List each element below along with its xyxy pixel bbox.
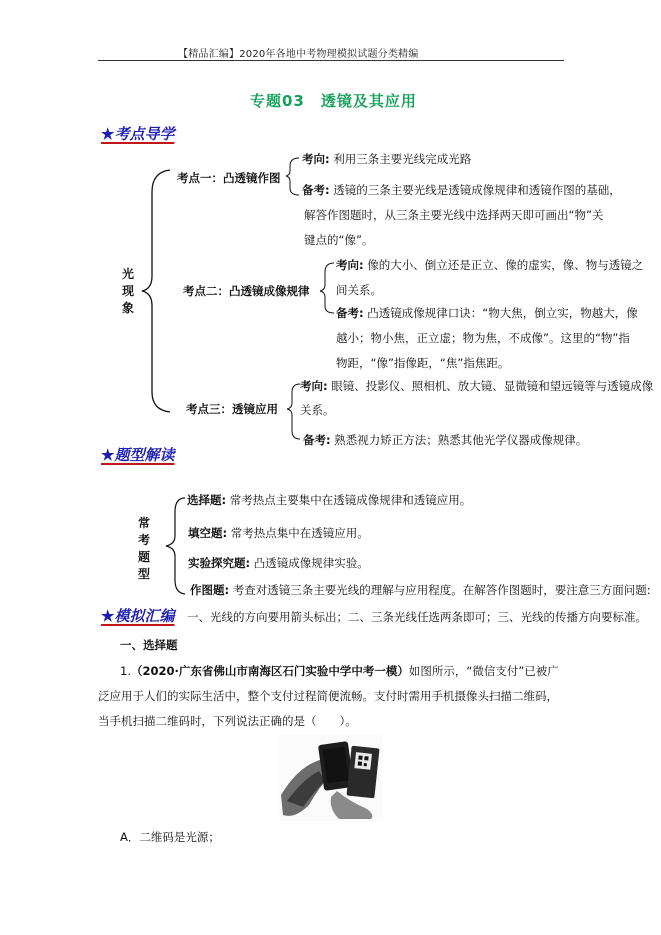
- header-divider: [98, 60, 564, 61]
- point2-direction-line2: 间关系。: [336, 283, 382, 297]
- section-label: 考点导学: [114, 125, 175, 143]
- point2-prep-line2: 越小；物小焦，正立虚；物为焦，不成像”。这里的“物”指: [336, 331, 630, 345]
- types-root-char: 题: [137, 550, 150, 564]
- types-root-char: 考: [137, 533, 150, 547]
- drawing-tips: 一、光线的方向要用箭头标出；二、三条光线任选两条即可；三、光线的传播方向要标准。: [187, 610, 647, 624]
- question-1-line1: 1.（2020·广东省佛山市南海区石门实验中学中考一模）如图所示，“微信支付”已被广: [120, 664, 559, 678]
- question-1-line2: 泛应用于人们的实际生活中，整个支付过程简便流畅。支付时需用手机摄像头扫描二维码，: [98, 689, 558, 703]
- point3-direction-line1: 考向: 眼镜、投影仪、照相机、放大镜、显微镜和望远镜等与透镜成像: [300, 379, 654, 393]
- type-item-drawing: 作图题: 考查对透镜三条主要光线的理解与应用程度。在解答作图题时，要注意三方面问题:: [190, 583, 651, 597]
- point3-label: 考点三：透镜应用: [186, 402, 278, 416]
- root-char: 光: [121, 267, 134, 281]
- root-char: 现: [121, 284, 134, 298]
- types-root: [137, 515, 151, 583]
- part-heading: 一、选择题: [120, 638, 178, 652]
- star-icon: ★: [101, 446, 115, 464]
- page-header: 【精品汇编】2020年各地中考物理模拟试题分类精编: [178, 49, 419, 60]
- mindmap-root: [121, 266, 135, 317]
- point1-label: 考点一：凸透镜作图: [177, 171, 281, 185]
- point2-prep-line3: 物距，“像”指像距，“焦”指焦距。: [336, 356, 510, 370]
- section-heading-types: [101, 444, 174, 465]
- section-label: 题型解读: [114, 446, 175, 464]
- question-1-line3: 当手机扫描二维码时，下列说法正确的是（ ）。: [98, 714, 357, 728]
- point1-prep-line2: 解答作图题时，从三条主要光线中选择两天即可画出“物”关: [304, 208, 604, 222]
- option-a: A．二维码是光源；: [120, 830, 220, 844]
- point2-prep-line1: 备考: 凸透镜成像规律口诀：“物大焦，倒立实，物越大，像: [336, 306, 638, 320]
- section-heading-guide: [101, 123, 174, 144]
- star-icon: ★: [101, 125, 115, 143]
- type-item-fill: 填空题: 常考热点集中在透镜应用。: [188, 526, 369, 540]
- type-item-choice: 选择题: 常考热点主要集中在透镜成像规律和透镜应用。: [187, 493, 472, 507]
- point1-prep-line1: 备考: 透镜的三条主要光线是透镜成像规律和透镜作图的基础，: [302, 183, 621, 197]
- point2-direction-line1: 考向: 像的大小、倒立还是正立、像的虚实，像、物与透镜之: [336, 258, 644, 272]
- point3-direction-line2: 关系。: [300, 403, 335, 417]
- star-icon: ★: [101, 607, 115, 625]
- section-label: 模拟汇编: [114, 607, 175, 625]
- point3-prep: 备考: 熟悉视力矫正方法；熟悉其他光学仪器成像规律。: [303, 433, 588, 447]
- types-root-char: 型: [137, 567, 150, 581]
- point1-direction: 考向: 利用三条主要光线完成光路: [302, 152, 472, 166]
- qr-payment-photo: [279, 735, 383, 821]
- question-source: （2020·广东省佛山市南海区石门实验中学中考一模）: [130, 664, 409, 678]
- page-title: 专题03 透镜及其应用: [250, 92, 417, 110]
- types-root-char: 常: [137, 516, 150, 530]
- point1-prep-line3: 键点的“像”。: [304, 233, 374, 247]
- point2-label: 考点二：凸透镜成像规律: [183, 284, 310, 298]
- section-heading-mock: [101, 605, 174, 626]
- type-item-experiment: 实验探究题: 凸透镜成像规律实验。: [188, 556, 369, 570]
- root-char: 象: [121, 301, 134, 315]
